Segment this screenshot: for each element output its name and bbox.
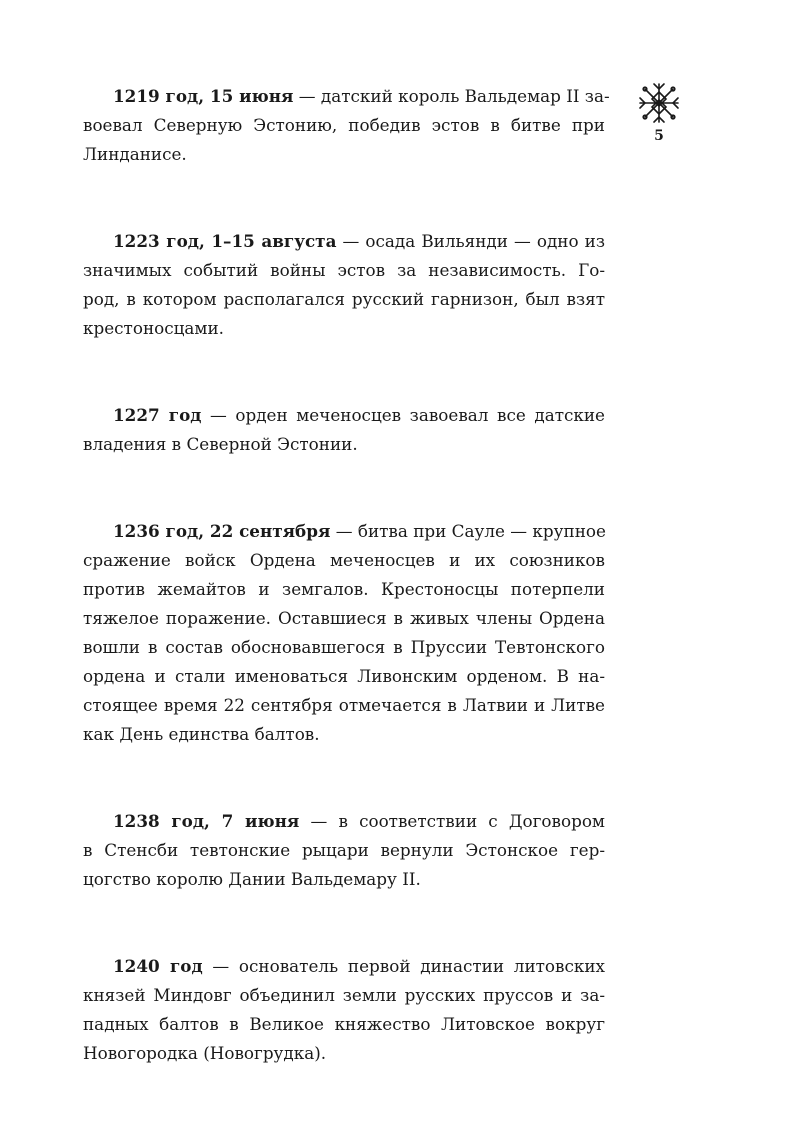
entry-line: вошли в состав обосновавшегося в Пруссии Тевтонского — [83, 637, 605, 657]
entry-line: как День единства балтов. — [83, 724, 320, 744]
entry-line: падных балтов в Великое княжество Литовское вокруг — [83, 1014, 605, 1034]
entry-line: 1240 год — основатель первой династии литовских — [113, 956, 605, 976]
entry-line: против жемайтов и земгалов. Крестоносцы потерпели — [83, 579, 605, 599]
entry-line: стоящее время 22 сентября отмечается в Латвии и Литве — [83, 695, 605, 715]
entry-line: 1238 год, 7 июня — в соответствии с Договором — [113, 811, 605, 831]
chronology-entry-1236 — [83, 517, 605, 749]
entry-date: 1227 год — [113, 405, 202, 425]
entry-line: значимых событий войны эстов за независимость. Го- — [83, 260, 605, 280]
entry-line: владения в Северной Эстонии. — [83, 434, 358, 454]
chronology-text — [83, 82, 610, 1126]
snowflake-knot-ornament-icon — [636, 80, 682, 126]
entry-line: воевал Северную Эстонию, победив эстов в битве при — [83, 115, 605, 135]
entry-line: 1227 год — орден меченосцев завоевал все датские — [113, 405, 605, 425]
chronology-entry-1238 — [83, 807, 605, 894]
entry-line: цогство королю Дании Вальдемару II. — [83, 869, 421, 889]
chronology-entry-1240 — [83, 952, 605, 1068]
entry-line: сражение войск Ордена меченосцев и их союзников — [83, 550, 605, 570]
entry-line: ордена и стали именоваться Ливонским орденом. В на- — [83, 666, 605, 686]
entry-date: 1236 год, 22 сентября — [113, 521, 331, 541]
entry-line: 1219 год, 15 июня — датский король Вальдемар II за- — [113, 86, 610, 106]
entry-line: 1236 год, 22 сентября — битва при Сауле — крупное — [113, 521, 606, 541]
entry-line: Линданисе. — [83, 144, 187, 164]
page-number: 5 — [654, 128, 664, 144]
entry-date: 1223 год, 1–15 августа — [113, 231, 337, 251]
entry-line: род, в котором располагался русский гарнизон, был взят — [83, 289, 605, 309]
entry-date: 1240 год — [113, 956, 203, 976]
entry-line: крестоносцами. — [83, 318, 225, 338]
entry-line: тяжелое поражение. Оставшиеся в живых члены Ордена — [83, 608, 605, 628]
entry-line: в Стенсби тевтонские рыцари вернули Эстонское гер- — [83, 840, 605, 860]
chronology-entry-1227 — [83, 401, 605, 459]
entry-line: князей Миндовг объединил земли русских пруссов и за- — [83, 985, 605, 1005]
entry-line: Новогородка (Новогрудка). — [83, 1043, 327, 1063]
entry-date: 1238 год, 7 июня — [113, 811, 300, 831]
entry-date: 1219 год, 15 июня — [113, 86, 294, 106]
chronology-entry-1219 — [83, 82, 610, 169]
chronology-entry-1223 — [83, 227, 605, 343]
entry-line: 1223 год, 1–15 августа — осада Вильянди — одно из — [113, 231, 605, 251]
